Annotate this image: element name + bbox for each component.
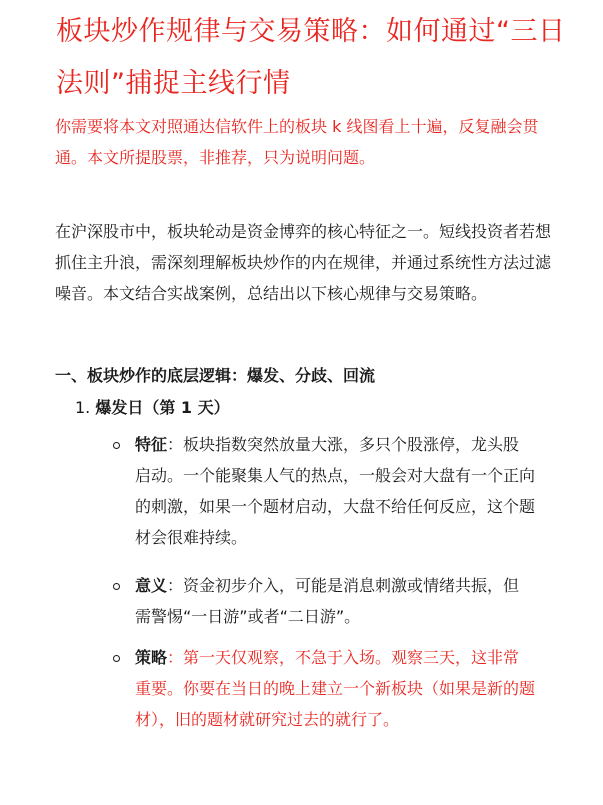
bullet-meaning bbox=[135, 570, 535, 632]
ordered-list-item bbox=[75, 393, 555, 423]
bullet-label: 特征 bbox=[135, 435, 168, 454]
list-number: 1. bbox=[75, 398, 91, 417]
notice-paragraph: 你需要将本文对照通达信软件上的板块 k 线图看上十遍，反复融会贯通。本文所提股票，非推荐，只为说明问题。 bbox=[55, 117, 539, 167]
bullet-text: 第一天仅观察，不急于入场。观察三天，这非常重要。你要在当日的晚上建立一个新板块（如果是新的题材），旧的题材就研究过去的就行了。 bbox=[135, 648, 536, 729]
section-heading: 一、板块炒作的底层逻辑：爆发、分歧、回流 bbox=[55, 366, 376, 385]
bullet-label: 策略 bbox=[135, 648, 168, 667]
intro-paragraph: 在沪深股市中，板块轮动是资金博弈的核心特征之一。短线投资者若想抓住主升浪，需深刻理解板块炒作的内在规律，并通过系统性方法过滤噪音。本文结合实战案例，总结出以下核心规律与交易策略。 bbox=[55, 222, 552, 303]
list-item-heading: 爆发日（第 1 天） bbox=[95, 398, 230, 417]
bullet-text: 板块指数突然放量大涨，多只个股涨停，龙头股启动。一个能聚集人气的热点，一般会对大盘有一个正向的刺激，如果一个题材启动，大盘不给任何反应，这个题材会很难持续。 bbox=[135, 435, 536, 547]
hollow-bullet-icon bbox=[113, 583, 120, 590]
bullet-label: 意义 bbox=[135, 576, 168, 595]
bullet-colon: ： bbox=[167, 576, 184, 595]
hollow-bullet-icon bbox=[113, 655, 120, 662]
hollow-bullet-icon bbox=[113, 442, 120, 449]
bullet-text: 资金初步介入，可能是消息刺激或情绪共振，但需警惕“一日游”或者“二日游”。 bbox=[135, 576, 520, 626]
bullet-colon: ： bbox=[167, 435, 184, 454]
bullet-strategy bbox=[135, 642, 535, 735]
bullet-colon: ： bbox=[167, 648, 184, 667]
article-title: 板块炒作规律与交易策略：如何通过“三日法则”捕捉主线行情 bbox=[56, 16, 566, 99]
bullet-feature bbox=[135, 429, 535, 553]
